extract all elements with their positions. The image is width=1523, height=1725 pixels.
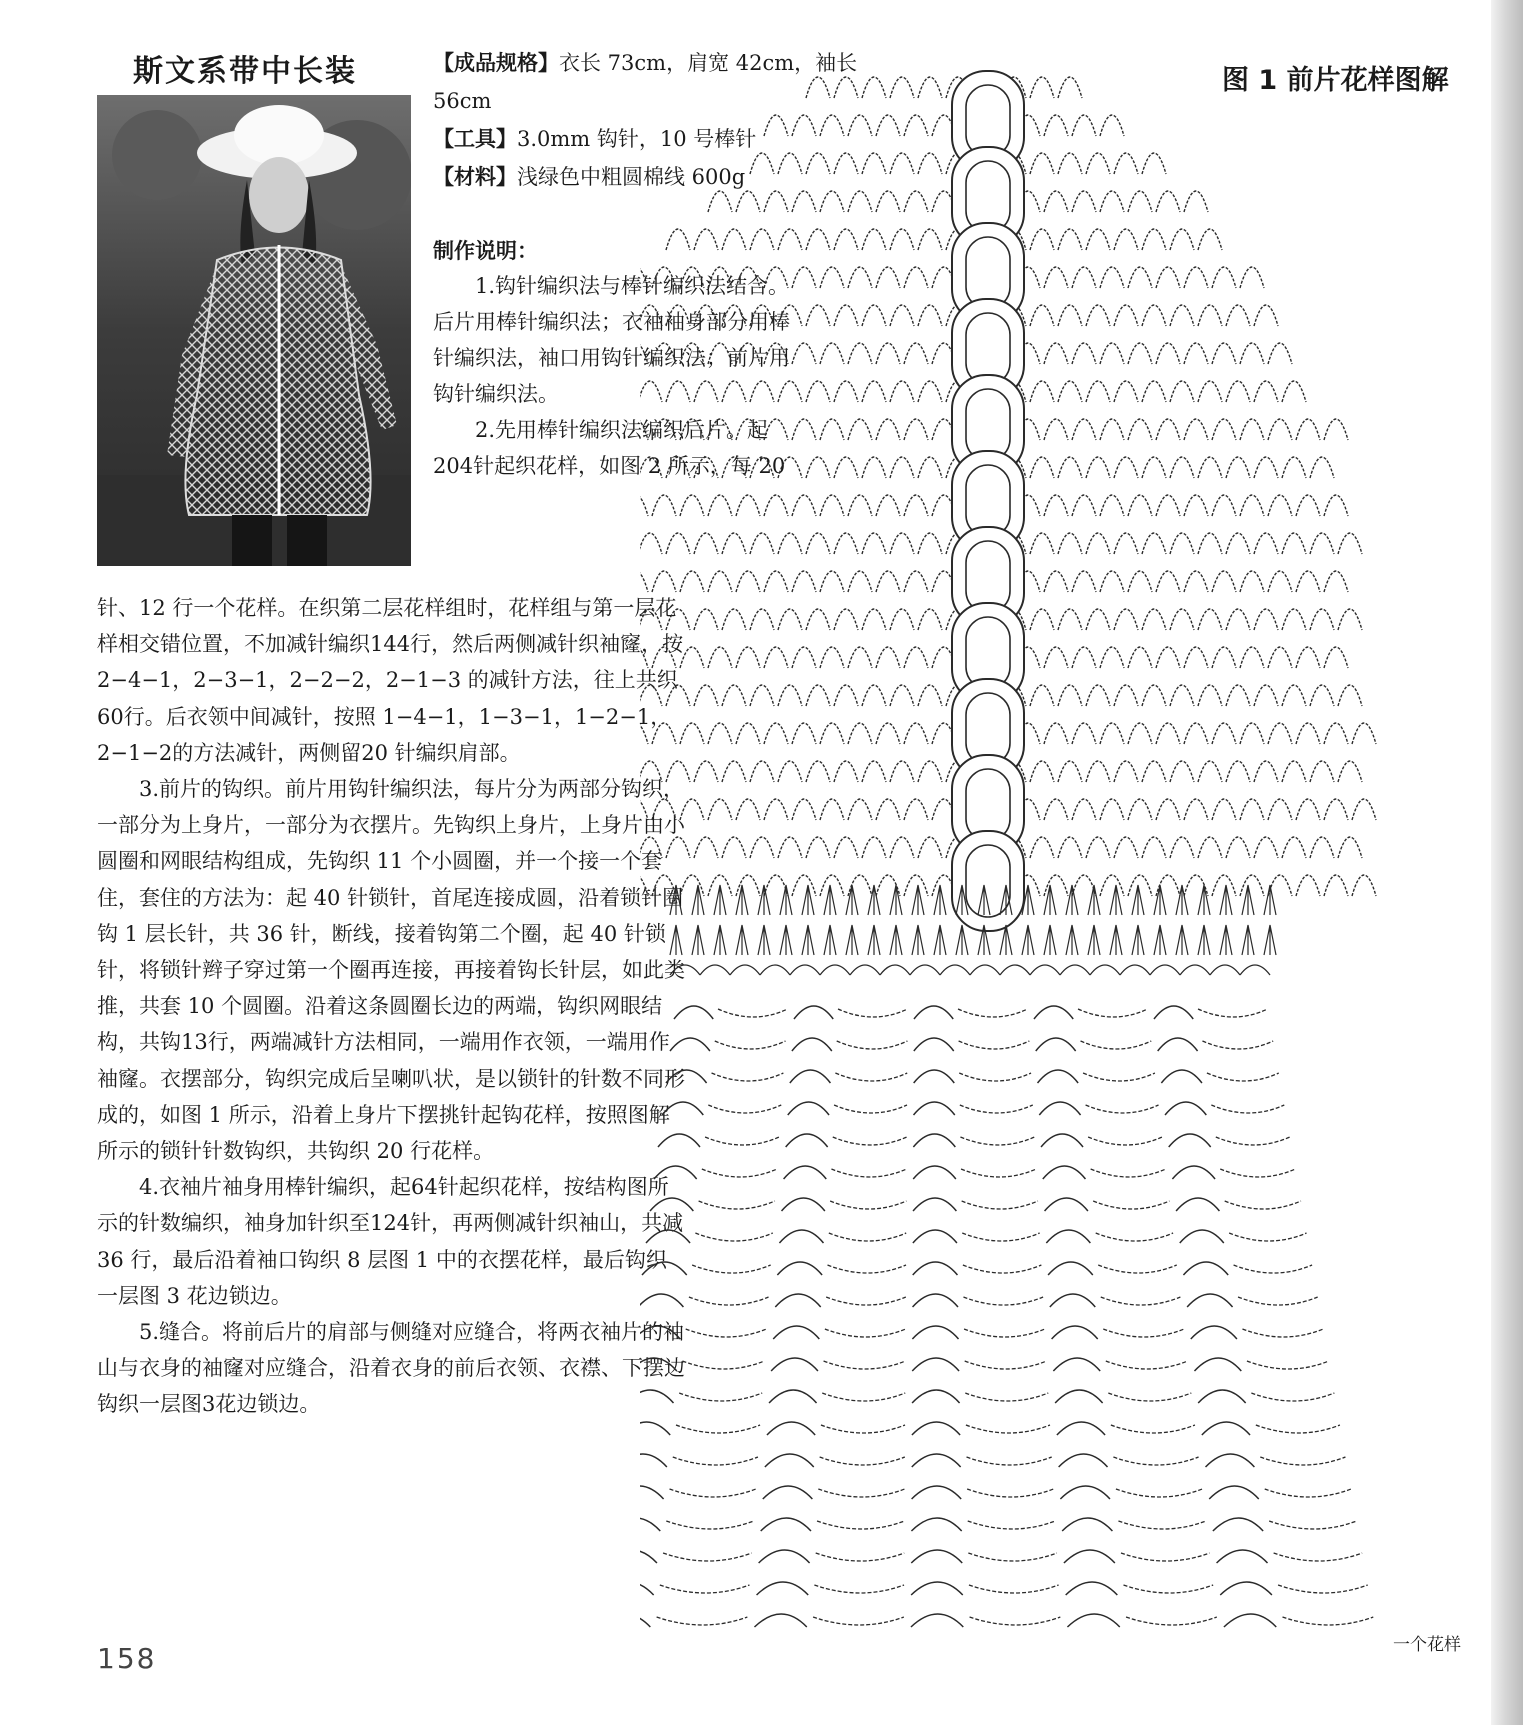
page-title: 斯文系带中长装	[133, 54, 357, 89]
spec-material-value: 浅绿色中粗圆棉线 600g	[517, 165, 746, 189]
instruction-paragraph: 5.缝合。将前后片的肩部与侧缝对应缝合，将两衣袖片的袖山与衣身的袖窿对应缝合，沿着衣身的前后衣领、衣襟、下摆边钩织一层图3花边锁边。	[97, 1320, 685, 1417]
spec-tools-label: 【工具】	[433, 127, 517, 151]
page-number: 158	[97, 1642, 157, 1675]
spec-material-label: 【材料】	[433, 165, 517, 189]
spec-tools-value: 3.0mm 钩针，10 号棒针	[517, 127, 757, 151]
ring-chain	[952, 71, 1024, 931]
instructions-title: 制作说明：	[433, 239, 538, 263]
instruction-paragraph: 2.先用棒针编织法编织后片。起204针起织花样，如图 2 所示，每 20	[433, 418, 786, 478]
model-photo	[97, 95, 411, 566]
instruction-paragraph: 针、12 行一个花样。在织第二层花样组时，花样组与第一层花样相交错位置，不加减针编织144行，然后两侧减针织袖窿，按2−4−1，2−3−1，2−2−2，2−1−3 的减针方法，往上共织60行。后衣领中间减针，按照 1−4−1，1−3−1，1−2−1，2−1−2的方法减针，两侧留20 针编织肩部。	[97, 596, 684, 765]
instructions-wide-column	[97, 590, 687, 1423]
instruction-paragraph: 1.钩针编织法与棒针编织法结合。后片用棒针编织法；衣袖袖身部分用棒针编织法，袖口用钩针编织法；前片用钩针编织法。	[433, 274, 790, 406]
spec-size-label: 【成品规格】	[433, 51, 559, 75]
front-panel-crochet-chart	[640, 40, 1500, 1664]
instruction-paragraph: 4.衣袖片袖身用棒针编织，起64针起织花样，按结构图所示的针数编织，袖身加针织至124针，再两侧减针织袖山，共减 36 行，最后沿着袖口钩织 8 层图 1 中的衣摆花样，最后钩织一层图 3 花边锁边。	[97, 1175, 684, 1308]
flared-hem	[640, 1006, 1373, 1627]
figure-title: 图 1 前片花样图解	[1222, 65, 1449, 96]
crochet-stitch-diagram	[640, 40, 1500, 1660]
woman-in-crochet-cardigan-photo-icon	[97, 95, 411, 566]
instruction-paragraph: 3.前片的钩织。前片用钩针编织法，每片分为两部分钩织，一部分为上身片，一部分为衣摆片。先钩织上身片，上身片由小圆圈和网眼结构组成，先钩织 11 个小圆圈，并一个接一个套住，套住的方法为：起 40 针锁针，首尾连接成圆，沿着锁针圈钩 1 层长针，共 36 针，断线，接着钩第二个圈，起 40 针锁针，将锁针辫子穿过第一个圈再连接，再接着钩长针层，如此类推，共套 10 个圆圈。沿着这条圆圈长边的两端，钩织网眼结构，共钩13行，两端减针方法相同，一端用作衣领，一端用作袖窿。衣摆部分，钩织完成后呈喇叭状，是以锁针的针数不同形成的，如图 1 所示，沿着上身片下摆挑针起钩花样，按照图解所示的锁针针数钩织，共钩织 20 行花样。	[97, 777, 685, 1164]
spec-size-value: 衣长 73cm，肩宽 42cm，袖长 56cm	[433, 51, 858, 113]
one-repeat-label: 一个花样	[1393, 1635, 1461, 1655]
